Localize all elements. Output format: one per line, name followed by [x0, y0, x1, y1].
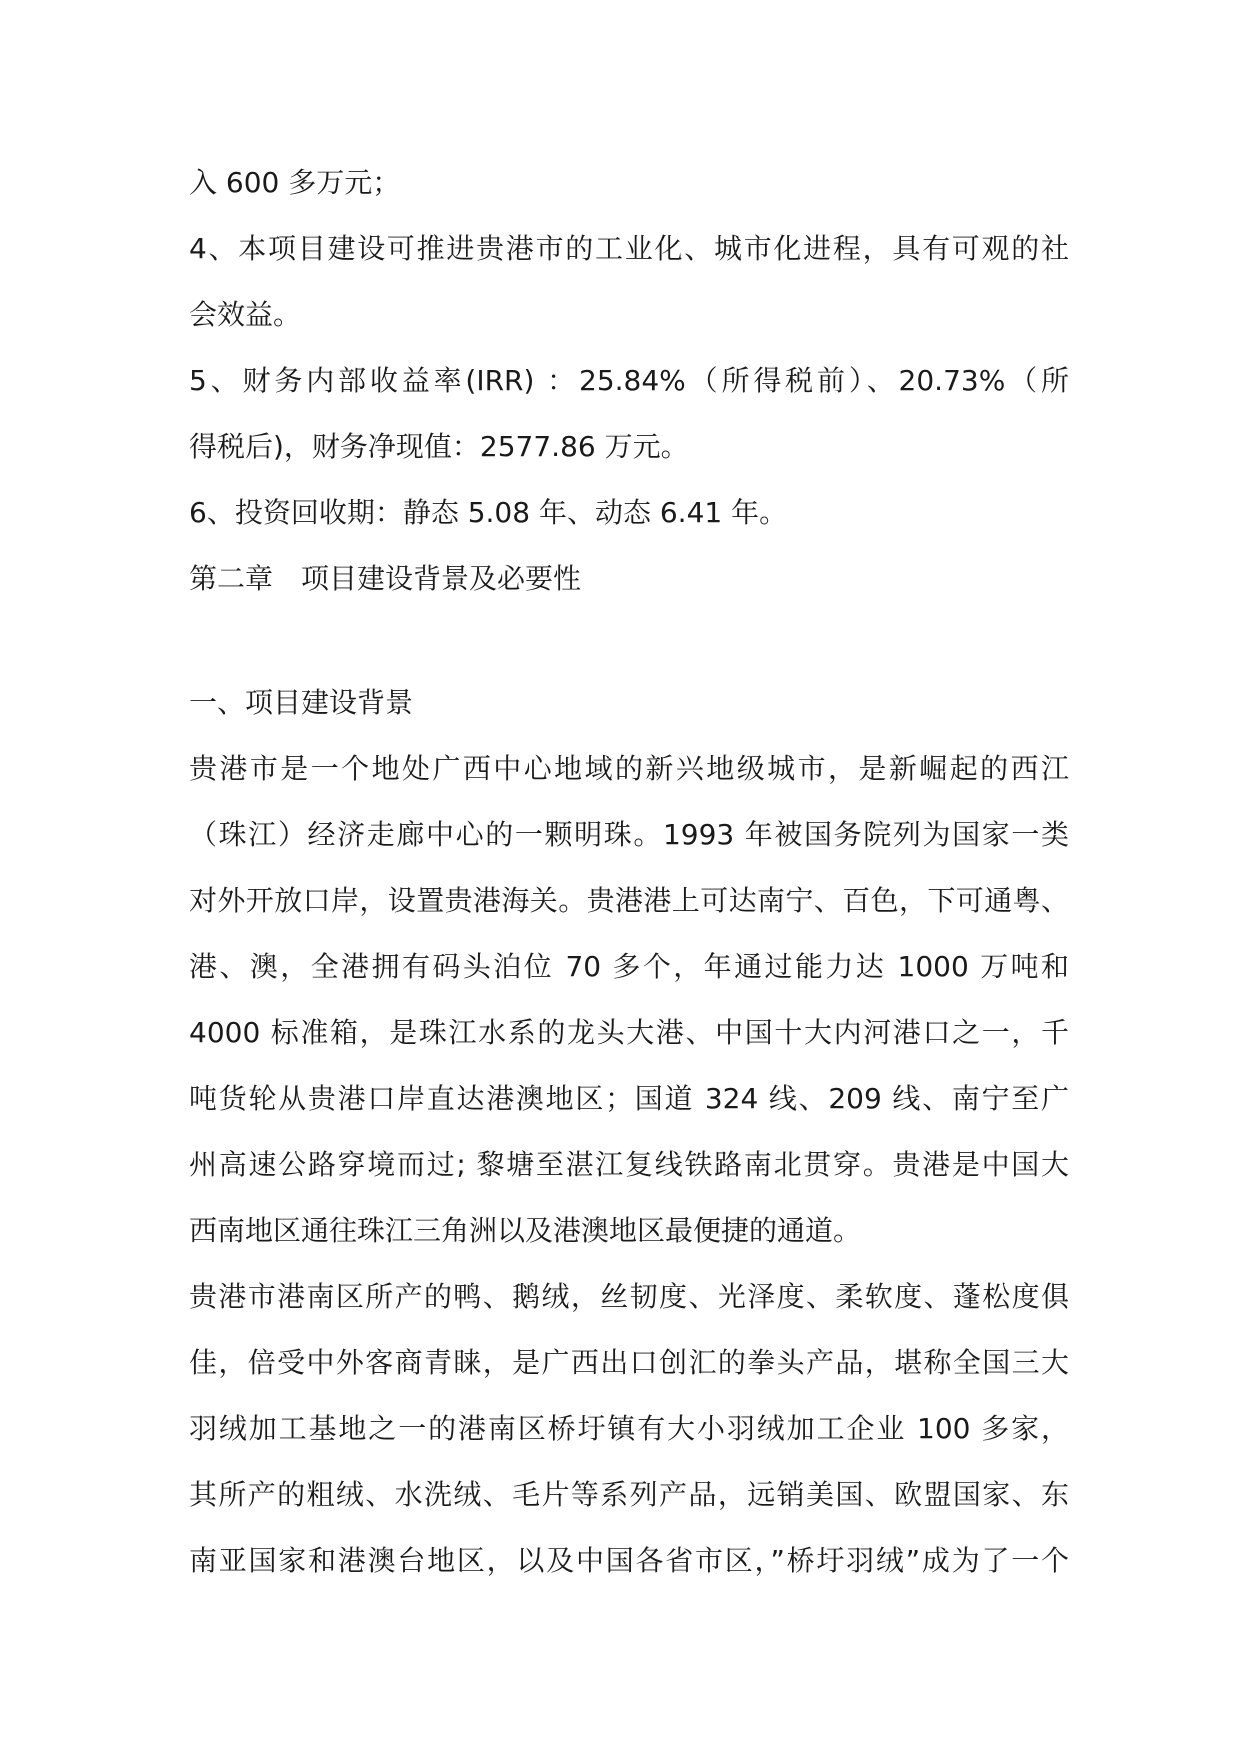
paragraph-line: 贵港市是一个地处广西中心地域的新兴地级城市，是新崛起的西江 — [189, 752, 1069, 785]
paragraph-line: （珠江）经济走廊中心的一颗明珠。1993 年被国务院列为国家一类 — [189, 818, 1069, 851]
paragraph-line: 南亚国家和港澳台地区，以及中国各省市区，”桥圩羽绒”成为了一个 — [189, 1544, 1069, 1577]
paragraph-line-item4-cont: 会效益。 — [189, 298, 302, 331]
paragraph-line: 西南地区通往珠江三角洲以及港澳地区最便捷的通道。 — [189, 1214, 862, 1247]
paragraph-line-item4: 4、本项目建设可推进贵港市的工业化、城市化进程，具有可观的社 — [189, 232, 1069, 265]
document-body — [189, 150, 1069, 1594]
paragraph-line: 佳，倍受中外客商青睐，是广西出口创汇的拳头产品，堪称全国三大 — [189, 1346, 1069, 1379]
paragraph-line: 港、澳，全港拥有码头泊位 70 多个，年通过能力达 1000 万吨和 — [189, 950, 1069, 983]
paragraph-line-revenue: 入 600 多万元； — [189, 166, 401, 199]
paragraph-line: 4000 标准箱，是珠江水系的龙头大港、中国十大内河港口之一，千 — [189, 1016, 1069, 1049]
paragraph-line: 其所产的粗绒、水洗绒、毛片等系列产品，远销美国、欧盟国家、东 — [189, 1478, 1069, 1511]
chapter-heading: 第二章 项目建设背景及必要性 — [189, 562, 582, 595]
paragraph-line-item5-cont: 得税后)，财务净现值：2577.86 万元。 — [189, 430, 689, 463]
paragraph-line-item6: 6、投资回收期：静态 5.08 年、动态 6.41 年。 — [189, 496, 788, 529]
paragraph-line-item5: 5、财务内部收益率(IRR) ：25.84%（所得税前）、20.73%（所 — [189, 364, 1069, 397]
section-heading: 一、项目建设背景 — [189, 686, 414, 719]
paragraph-line: 羽绒加工基地之一的港南区桥圩镇有大小羽绒加工企业 100 多家， — [189, 1412, 1069, 1445]
paragraph-line: 贵港市港南区所产的鸭、鹅绒，丝韧度、光泽度、柔软度、蓬松度俱 — [189, 1280, 1069, 1313]
paragraph-line: 州高速公路穿境而过; 黎塘至湛江复线铁路南北贯穿。贵港是中国大 — [189, 1148, 1069, 1181]
paragraph-line: 对外开放口岸，设置贵港海关。贵港港上可达南宁、百色，下可通粤、 — [189, 884, 1069, 917]
paragraph-line: 吨货轮从贵港口岸直达港澳地区；国道 324 线、209 线、南宁至广 — [189, 1082, 1069, 1115]
section-spacer — [189, 612, 1069, 670]
